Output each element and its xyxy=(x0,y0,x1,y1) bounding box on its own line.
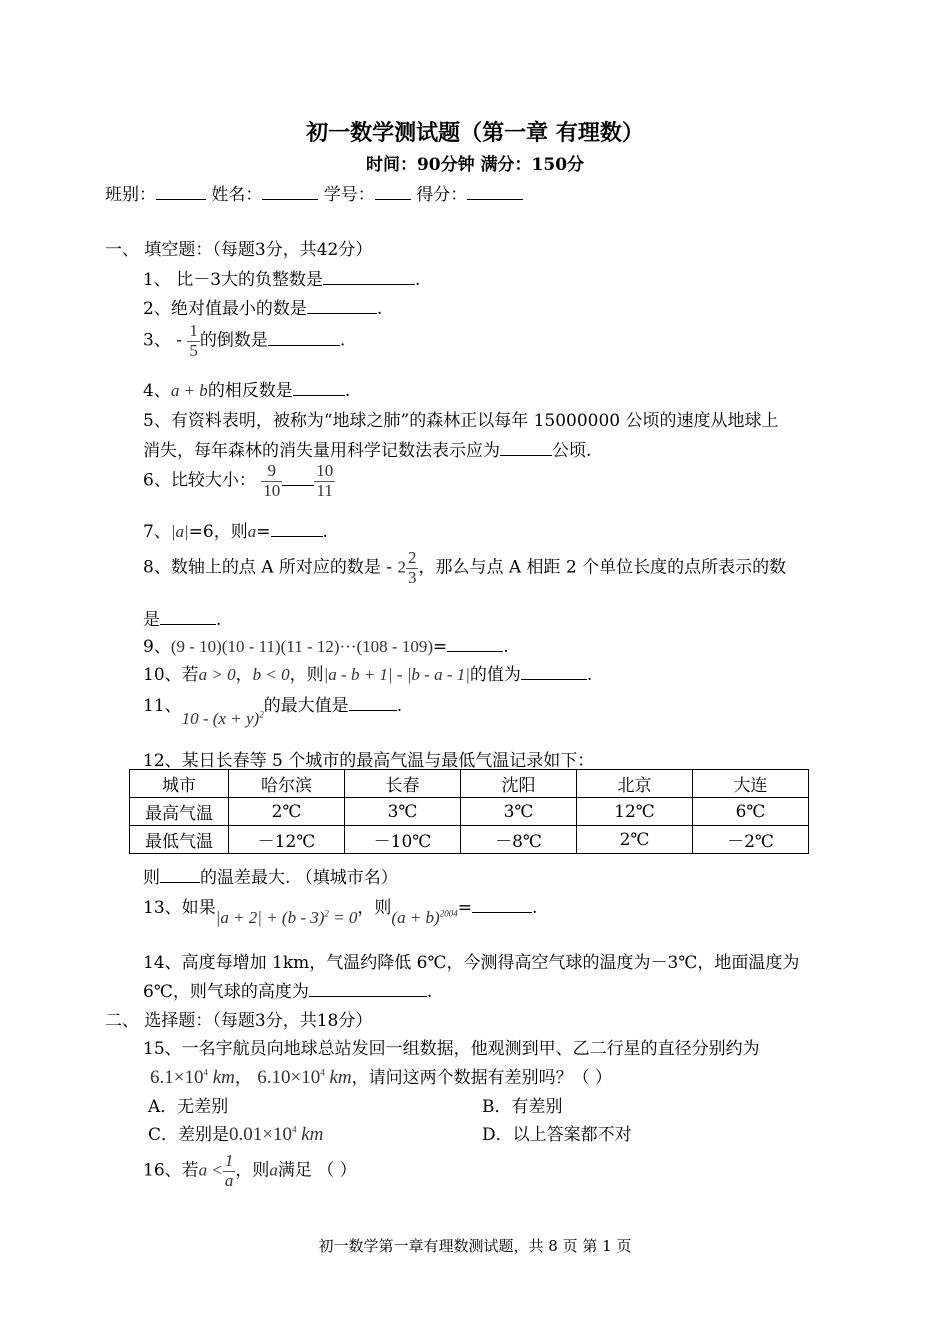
q8-line1-text: 8、数轴上的点 A 所对应的数是 - xyxy=(143,557,393,578)
table-cell: 沈阳 xyxy=(461,770,577,798)
q14-end: . xyxy=(426,982,433,1002)
q10-answer-blank[interactable] xyxy=(521,664,587,680)
q13-equals: = xyxy=(457,898,472,918)
q13-prefix: 13、如果 xyxy=(143,898,216,918)
q16-fraction xyxy=(223,1152,236,1190)
q7-mid: =6，则 xyxy=(188,522,248,542)
q2-end: . xyxy=(376,299,383,319)
q10-suffix: 的值为 xyxy=(469,665,521,685)
table-cell: 城市 xyxy=(130,770,229,798)
q15-option-c-exponent: 4 xyxy=(291,1124,297,1135)
q3-numerator: 1 xyxy=(189,321,198,340)
q11-expression: 10 - (x + y) xyxy=(181,709,260,728)
q15-option-a[interactable]: A．无差别 xyxy=(148,1097,229,1117)
class-blank[interactable] xyxy=(156,184,206,200)
q10-condition-a: a > 0 xyxy=(198,665,236,684)
q15-value-1-exponent: 4 xyxy=(203,1067,208,1078)
section2-heading: 二、 选择题：（每题3分，共18分） xyxy=(105,1011,373,1031)
question-4 xyxy=(143,376,350,401)
q10-prefix: 10、若 xyxy=(143,665,199,685)
name-label: 姓名： xyxy=(211,185,263,205)
table-cell: 哈尔滨 xyxy=(229,770,345,798)
q15-value-2 xyxy=(257,1067,351,1088)
q6-fraction-2 xyxy=(314,462,335,500)
question-10 xyxy=(143,660,592,685)
q5-line2 xyxy=(143,436,591,461)
score-blank[interactable] xyxy=(467,184,523,200)
q9-answer-blank[interactable] xyxy=(447,636,503,652)
q12-after xyxy=(143,863,398,888)
q4-answer-blank[interactable] xyxy=(293,380,345,396)
q15-option-c-text: C．差别是 xyxy=(148,1125,230,1145)
table-cell: －8℃ xyxy=(461,826,577,854)
q15-option-c-value xyxy=(229,1124,323,1145)
page-footer: 初一数学第一章有理数测试题，共 8 页 第 1 页 xyxy=(318,1237,632,1255)
q7-absolute-value: |a| xyxy=(170,522,189,541)
q16-variable: a xyxy=(269,1160,278,1180)
q5-line2-text: 消失，每年森林的消失量用科学记数法表示应为 xyxy=(143,441,500,461)
q15-value-1 xyxy=(150,1067,235,1088)
q14-line1: 14、高度每增加 1km，气温约降低 6℃，今测得高空气球的温度为－3℃，地面温度为 xyxy=(143,953,800,973)
temperature-table xyxy=(129,769,809,854)
q10-condition-b: b < 0 xyxy=(252,665,290,684)
q11-answer-blank[interactable] xyxy=(349,695,397,711)
q8-fraction xyxy=(406,549,419,587)
table-cell: 最高气温 xyxy=(130,798,229,826)
q3-answer-blank[interactable] xyxy=(268,330,340,346)
page-title: 初一数学测试题（第一章 有理数） xyxy=(306,120,644,146)
question-11 xyxy=(143,691,403,728)
q15-question: ，请问这两个数据有差别吗？（ ） xyxy=(351,1068,613,1088)
q8-line2 xyxy=(143,605,221,630)
q16-numerator: 1 xyxy=(224,1151,234,1170)
q8-line2-text: 是 xyxy=(143,610,160,630)
q6-answer-blank[interactable] xyxy=(282,470,314,486)
table-cell: 最低气温 xyxy=(130,826,229,854)
q16-lhs: a < xyxy=(198,1160,223,1180)
q15-line2 xyxy=(150,1063,612,1089)
q14-line2 xyxy=(143,977,432,1002)
q9-end: . xyxy=(503,637,509,657)
q10-expression: |a - b + 1| - |b - a - 1| xyxy=(323,665,470,684)
q13-expression-2: (a + b) xyxy=(391,908,440,927)
question-3 xyxy=(143,322,345,360)
q6-f2-numerator: 10 xyxy=(316,461,334,480)
q13-equals-zero: = 0 xyxy=(328,908,358,927)
q15-option-c-value-text: 0.01×10 xyxy=(229,1124,292,1145)
q6-prefix: 6、比较大小： xyxy=(143,470,256,491)
q5-line1: 5、有资料表明，被称为“地球之肺”的森林正以每年 15000000 公顷的速度从地球上 xyxy=(143,411,779,431)
q7-answer-blank[interactable] xyxy=(271,521,323,537)
q4-suffix: 的相反数是 xyxy=(207,381,293,401)
q1-text: 1、 比－3大的负整数是 xyxy=(143,270,324,290)
q11-suffix: 的最大值是 xyxy=(263,696,349,716)
q14-answer-blank[interactable] xyxy=(309,981,427,997)
q15-option-d[interactable]: D．以上答案都不对 xyxy=(482,1125,632,1145)
q11-prefix: 11、 xyxy=(143,696,182,716)
q15-unit-1: km xyxy=(212,1067,235,1088)
q11-exponent: 2 xyxy=(259,709,264,720)
q3-end: . xyxy=(339,330,346,351)
q2-answer-blank[interactable] xyxy=(307,298,377,314)
q3-prefix: 3、 - xyxy=(143,330,182,351)
q7-equals: = xyxy=(256,522,271,542)
q1-answer-blank[interactable] xyxy=(323,269,415,285)
table-cell: 2℃ xyxy=(577,826,693,854)
q15-value-1-text: 6.1×10 xyxy=(150,1067,204,1088)
q10-end: . xyxy=(586,665,593,685)
q11-expression-wrap xyxy=(182,709,264,728)
q5-answer-blank[interactable] xyxy=(500,440,552,456)
q13-exponent: 2 xyxy=(324,908,329,919)
q4-expression: a + b xyxy=(170,381,208,400)
q3-denominator: 5 xyxy=(189,340,198,360)
name-blank[interactable] xyxy=(262,184,318,200)
q13-answer-blank[interactable] xyxy=(472,897,532,913)
question-2 xyxy=(143,294,382,319)
q13-exponent-2: 2004 xyxy=(439,908,458,919)
student-id-blank[interactable] xyxy=(375,184,411,200)
q5-unit: 公顷. xyxy=(552,441,592,461)
table-cell: 3℃ xyxy=(345,798,461,826)
table-cell: 2℃ xyxy=(229,798,345,826)
q1-end: . xyxy=(415,270,421,290)
q15-unit-2: km xyxy=(329,1067,352,1088)
table-cell: 北京 xyxy=(577,770,693,798)
q15-option-c-unit: km xyxy=(301,1124,324,1145)
q13-end: . xyxy=(531,898,538,918)
q12-intro: 12、某日长春等 5 个城市的最高气温与最低气温记录如下： xyxy=(143,751,595,771)
q3-fraction xyxy=(187,322,200,360)
q7-end: . xyxy=(322,522,328,542)
q8-line1 xyxy=(143,549,786,587)
q7-prefix: 7、 xyxy=(143,522,171,542)
q16-suffix: 满足 （ ） xyxy=(277,1160,357,1181)
q8-numerator: 2 xyxy=(407,548,417,567)
score-label: 得分： xyxy=(416,185,468,205)
q8-line1-rest: ，那么与点 A 相距 2 个单位长度的点所表示的数 xyxy=(418,557,787,578)
q4-prefix: 4、 xyxy=(143,381,171,401)
table-cell: 3℃ xyxy=(461,798,577,826)
q12-after-prefix: 则 xyxy=(143,868,160,888)
q15-option-c[interactable] xyxy=(148,1120,323,1146)
table-cell: 6℃ xyxy=(693,798,809,826)
q8-denominator: 3 xyxy=(407,567,417,587)
table-header-row xyxy=(130,770,809,798)
q6-fraction-1 xyxy=(261,462,282,500)
table-cell: －10℃ xyxy=(345,826,461,854)
question-9 xyxy=(143,632,509,657)
q6-f1-denominator: 10 xyxy=(263,480,281,500)
q10-mid: ，则 xyxy=(289,665,324,685)
q10-separator: ， xyxy=(235,665,253,685)
q3-suffix: 的倒数是 xyxy=(199,330,268,351)
q15-value-2-text: 6.10×10 xyxy=(257,1067,321,1088)
q15-line1: 15、一名宇航员向地球总站发回一组数据，他观测到甲、乙二行星的直径分别约为 xyxy=(143,1039,760,1059)
q2-text: 2、绝对值最小的数是 xyxy=(143,299,307,319)
table-row-low xyxy=(130,826,809,854)
question-6 xyxy=(143,462,335,500)
q9-equals: = xyxy=(432,637,448,657)
question-13 xyxy=(143,893,538,927)
table-cell: －12℃ xyxy=(229,826,345,854)
section1-heading: 一、 填空题：（每题3分，共42分） xyxy=(105,240,373,260)
q16-prefix: 16、若 xyxy=(143,1160,199,1181)
question-7 xyxy=(143,517,328,542)
question-16 xyxy=(143,1152,357,1190)
table-cell: 12℃ xyxy=(577,798,693,826)
q9-expression: (9 - 10)(10 - 11)(11 - 12)···(108 - 109) xyxy=(170,637,433,656)
q8-whole-part: 2 xyxy=(397,557,406,577)
student-id-label: 学号： xyxy=(323,185,375,205)
table-cell: －2℃ xyxy=(693,826,809,854)
q12-answer-blank[interactable] xyxy=(160,867,200,883)
table-cell: 大连 xyxy=(693,770,809,798)
q15-separator: ， xyxy=(234,1068,252,1088)
q16-mid: ，则 xyxy=(235,1160,270,1181)
q9-prefix: 9、 xyxy=(143,637,171,657)
q13-target xyxy=(391,908,457,927)
q11-end: . xyxy=(396,696,403,716)
q13-expression: |a + 2| + (b - 3) xyxy=(215,908,325,927)
class-label: 班别： xyxy=(105,185,156,205)
q8-answer-blank[interactable] xyxy=(160,609,216,625)
question-1 xyxy=(143,265,420,290)
q7-variable: a xyxy=(247,522,257,541)
q16-denominator: a xyxy=(224,1170,234,1190)
q12-after-suffix: 的温差最大. （填城市名） xyxy=(200,868,398,888)
exam-subtitle: 时间：90分钟 满分：150分 xyxy=(365,155,585,175)
q14-line2-text: 6℃，则气球的高度为 xyxy=(143,982,309,1002)
q4-end: . xyxy=(344,381,351,401)
q15-value-2-exponent: 4 xyxy=(320,1067,325,1078)
q8-end: . xyxy=(216,610,222,630)
q15-option-b[interactable]: B．有差别 xyxy=(482,1097,563,1117)
q13-mid: ，则 xyxy=(357,898,392,918)
table-row-high xyxy=(130,798,809,826)
q6-f2-denominator: 11 xyxy=(316,480,333,500)
table-cell: 长春 xyxy=(345,770,461,798)
q6-f1-numerator: 9 xyxy=(261,462,282,482)
student-info-line xyxy=(105,180,523,205)
q13-condition xyxy=(216,908,358,927)
